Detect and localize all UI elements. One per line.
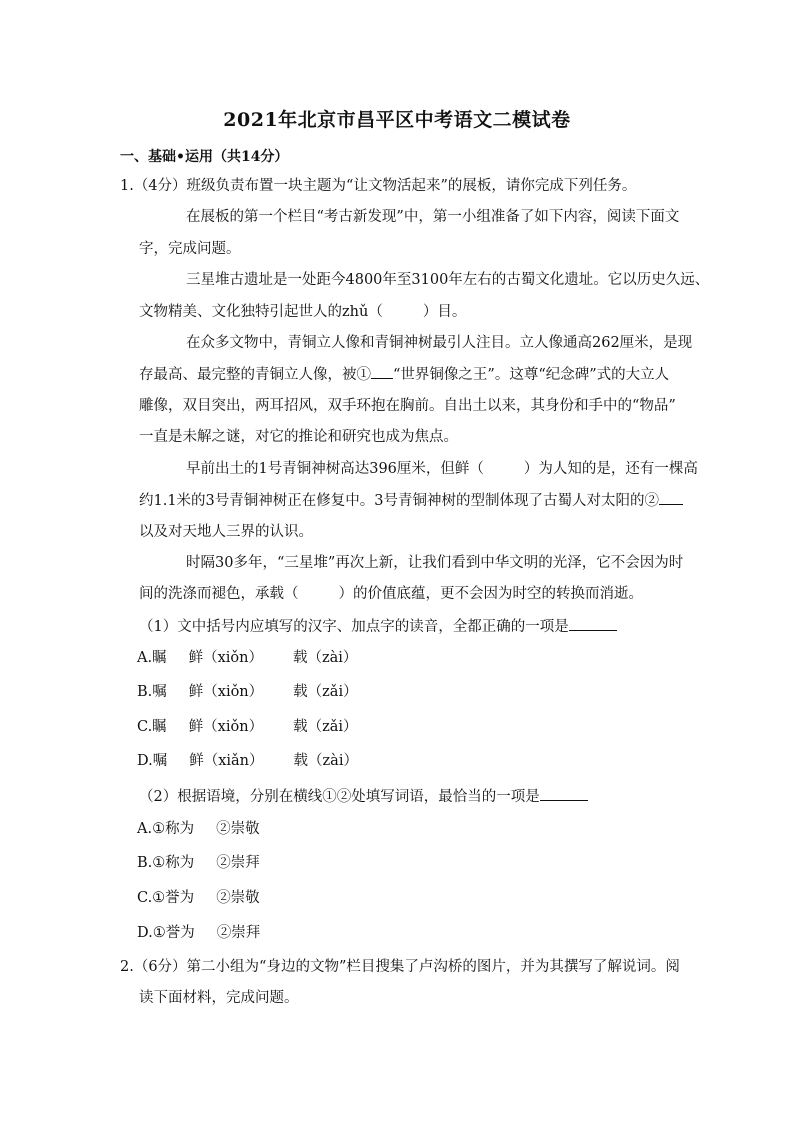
paragraph-line: 一直是未解之谜，对它的推论和研究也成为焦点。 — [139, 429, 458, 445]
option-d[interactable]: D.嘱 鲜（xiǎn） 载（zài） — [137, 753, 358, 769]
option-a[interactable]: A.①称为 ②崇敬 — [137, 821, 260, 837]
text-segment: 早前出土的1号青铜神树高达396厘米，但鲜（ — [186, 461, 484, 477]
paragraph-line: 读下面材料，完成问题。 — [139, 990, 299, 1006]
sub-question-1 — [139, 616, 617, 637]
page-title: 2021年北京市昌平区中考语文二模试卷 — [223, 109, 571, 131]
option-c[interactable]: C.瞩 鲜（xiǒn） 载（zǎi） — [137, 719, 358, 735]
text-segment: “世界铜像之王”。这尊“纪念碑”式的大立人 — [393, 367, 670, 383]
paragraph-line: 字，完成问题。 — [139, 241, 241, 257]
text-segment: 文物精美、文化独特引起世人的zhǔ（ — [139, 304, 383, 320]
paragraph-line: 在众多文物中，青铜立人像和青铜神树最引人注目。立人像通高262厘米，是现 — [186, 335, 693, 351]
paragraph-line — [139, 584, 643, 604]
text-segment: ）为人知的是，还有一棵高 — [523, 461, 698, 477]
section-heading: 一、基础•运用（共14分） — [120, 149, 289, 165]
paragraph-line — [139, 364, 669, 385]
option-b[interactable]: B.嘱 鲜（xiǒn） 载（zǎi） — [137, 684, 358, 700]
blank-2[interactable] — [659, 490, 683, 505]
question-1-intro: 1.（4分）班级负责布置一块主题为“让文物活起来”的展板，请你完成下列任务。 — [120, 178, 637, 194]
paragraph-line — [186, 459, 698, 479]
blank-1[interactable] — [371, 364, 393, 379]
option-b[interactable]: B.①称为 ②崇拜 — [137, 855, 260, 871]
sub-question-text: （2）根据语境，分别在横线①②处填写词语，最恰当的一项是 — [139, 789, 540, 805]
text-segment: 间的洗涤而褪色，承载（ — [139, 586, 299, 602]
paragraph-line: 以及对天地人三界的认识。 — [139, 524, 313, 540]
option-d[interactable]: D.①誉为 ②崇拜 — [137, 925, 261, 941]
text-segment: ）的价值底蕴，更不会因为时空的转换而消逝。 — [338, 586, 643, 602]
paragraph-line: 在展板的第一个栏目“考古新发现”中，第一小组准备了如下内容，阅读下面文 — [186, 209, 680, 225]
option-a[interactable]: A.瞩 鲜（xiǒn） 载（zài） — [137, 650, 358, 666]
sub-question-text: （1）文中括号内应填写的汉字、加点字的读音，全都正确的一项是 — [139, 619, 569, 635]
text-segment: 约1.1米的3号青铜神树正在修复中。3号青铜神树的型制体现了古蜀人对太阳的② — [139, 493, 660, 509]
answer-blank[interactable] — [540, 786, 588, 801]
paragraph-line — [139, 490, 683, 511]
text-segment: 存最高、最完整的青铜立人像，被① — [139, 367, 371, 383]
sub-question-2 — [139, 786, 588, 807]
text-segment: ）目。 — [422, 304, 467, 320]
paragraph-line: 雕像，双目突出，两耳招风，双手环抱在胸前。自出土以来，其身份和手中的“物品” — [139, 398, 676, 414]
question-2-intro: 2.（6分）第二小组为“身边的文物”栏目搜集了卢沟桥的图片，并为其撰写了解说词。阅 — [120, 959, 680, 975]
paragraph-line: 三星堆古遗址是一处距今4800年至3100年左右的古蜀文化遗址。它以历史久远、 — [186, 272, 710, 288]
paragraph-line — [139, 302, 466, 322]
option-c[interactable]: C.①誉为 ②崇敬 — [137, 890, 260, 906]
paragraph-line: 时隔30多年，“三星堆”再次上新，让我们看到中华文明的光泽，它不会因为时 — [186, 555, 684, 571]
answer-blank[interactable] — [569, 616, 617, 631]
